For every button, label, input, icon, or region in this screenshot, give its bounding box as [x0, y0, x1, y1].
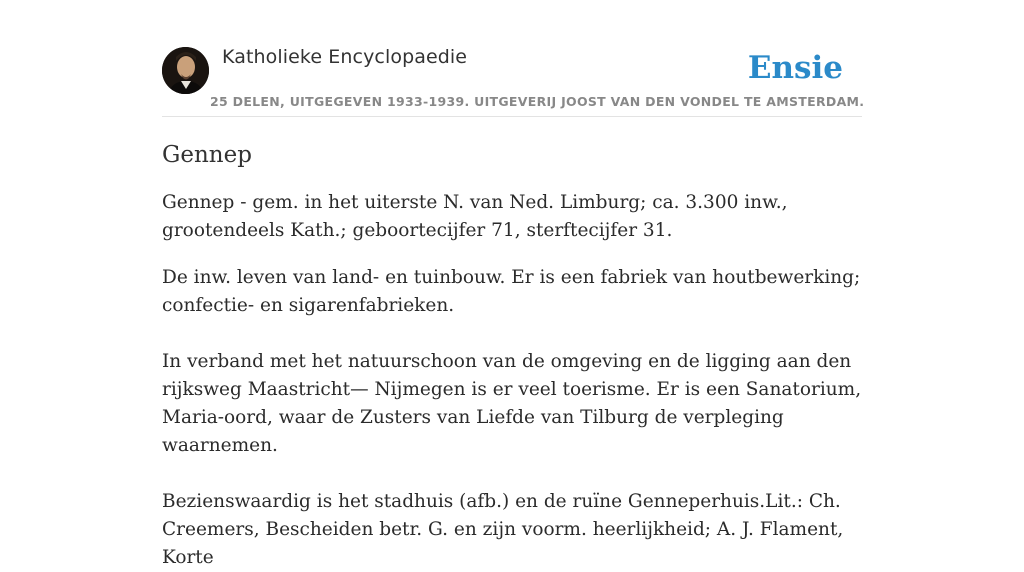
article-paragraph: In verband met het natuurschoon van de omgeving en de ligging aan den rijksweg Maastricht— Nijmegen is er veel toerisme. Er is een Sanatorium, Maria-oord, waar de Zusters van Liefde van Tilburg de verpleging waarnemen.: [162, 351, 862, 456]
paragraph-spacer: [162, 320, 862, 348]
article-paragraph: Bezienswaardig is het stadhuis (afb.) en de ruïne Genneperhuis.Lit.: Ch. Creemers, Bescheiden betr. G. en zijn voorm. heerlijkheid; A. J. Flament, Korte: [162, 491, 844, 568]
publication-subtitle: 25 DELEN, UITGEGEVEN 1933-1939. UITGEVERIJ JOOST VAN DEN VONDEL TE AMSTERDAM.: [210, 94, 865, 109]
article-paragraph: Gennep - gem. in het uiterste N. van Ned. Limburg; ca. 3.300 inw., grootendeels Kath.; geboortecijfer 71, sterftecijfer 31.: [162, 192, 788, 241]
article-title: Gennep: [162, 142, 252, 168]
ensie-logo[interactable]: Ensie: [747, 50, 843, 86]
author-portrait-avatar[interactable]: [162, 47, 209, 94]
article-paragraph: De inw. leven van land- en tuinbouw. Er is een fabriek van houtbewerking; confectie- en sigarenfabrieken.: [162, 267, 861, 316]
portrait-image: [162, 47, 209, 94]
paragraph-spacer: [162, 460, 862, 488]
article-content: [162, 140, 862, 572]
publication-title[interactable]: Katholieke Encyclopaedie: [222, 46, 468, 68]
site-header: [162, 44, 865, 117]
